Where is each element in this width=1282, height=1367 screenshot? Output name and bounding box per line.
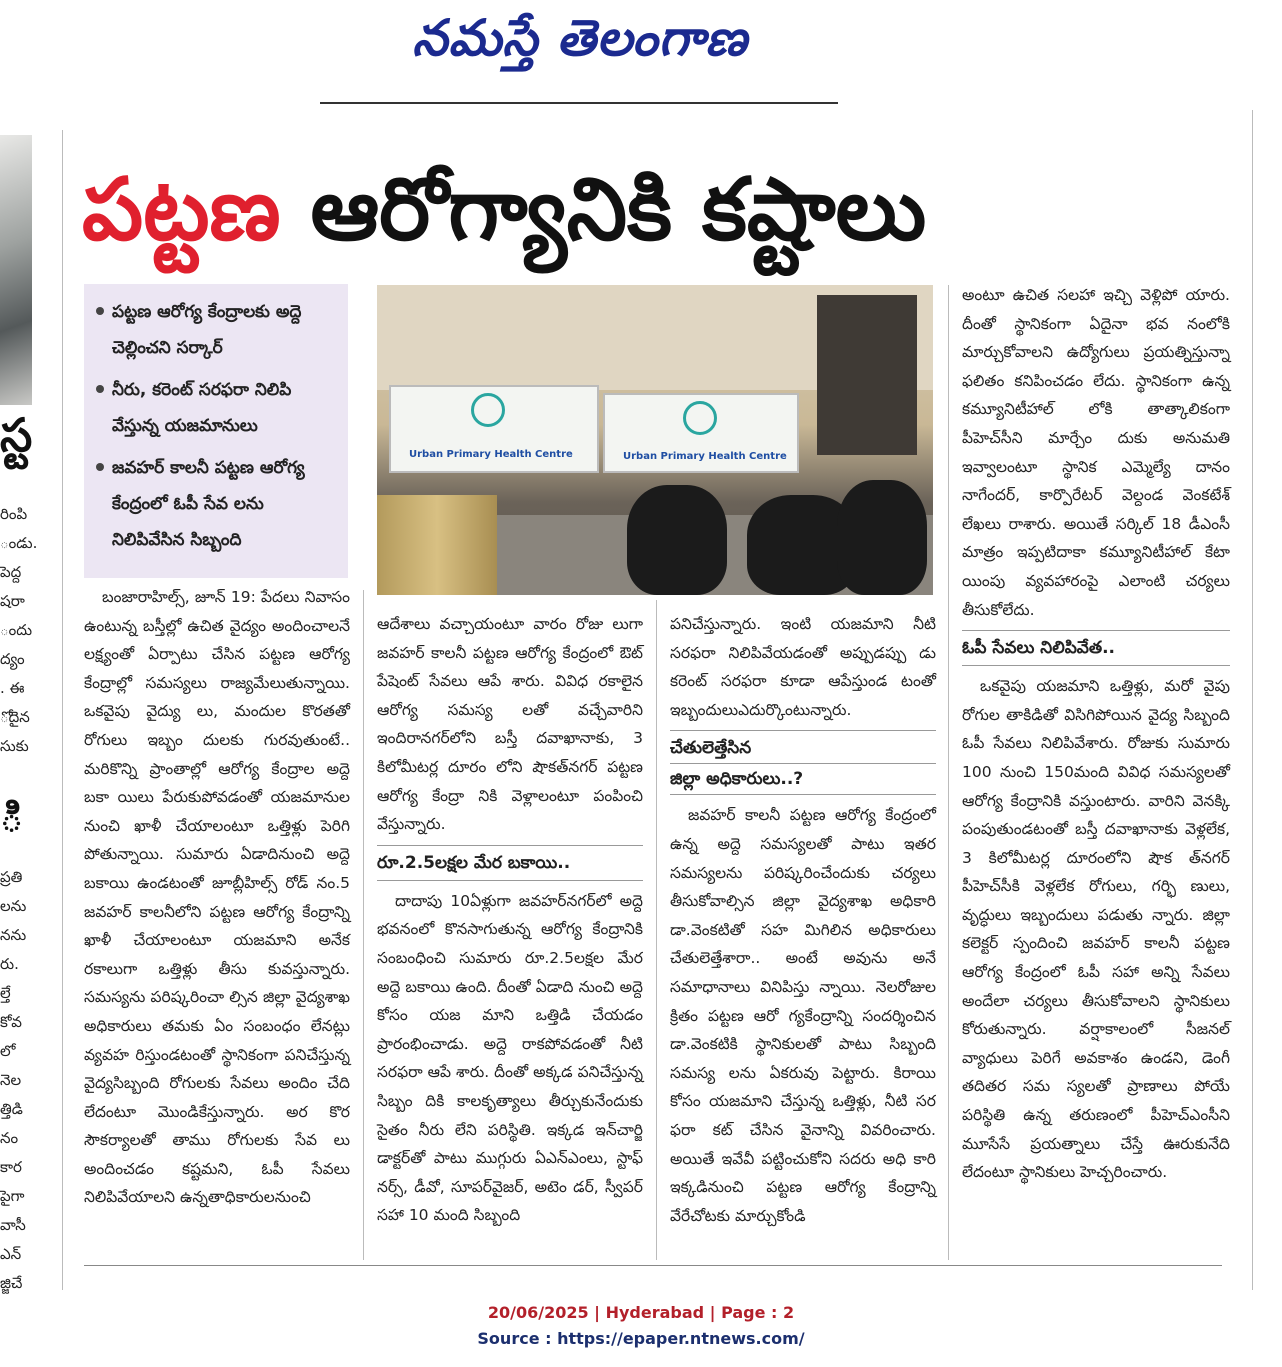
newspaper-logo: నమస్తే తెలంగాణ xyxy=(412,8,748,67)
photo-doorway xyxy=(817,295,917,455)
column-divider xyxy=(948,285,949,1260)
edition-info: 20/06/2025 | Hyderabad | Page : 2 xyxy=(487,1303,795,1322)
column-divider xyxy=(363,590,364,1260)
adjacent-text-fragment: సుకు xyxy=(0,737,29,755)
adjacent-article-photo xyxy=(0,135,32,405)
highlight-item xyxy=(96,372,340,444)
signboard-logo-icon xyxy=(683,401,717,435)
photo-signboard-right xyxy=(603,393,799,473)
column-divider xyxy=(656,600,657,1260)
signboard-label: Urban Primary Health Centre xyxy=(409,449,573,460)
section-subheading: ఓపీ సేవలు నిలిపివేత.. xyxy=(962,630,1230,666)
adjacent-text-fragment: ందు xyxy=(0,621,33,639)
adjacent-text-fragment: ప్రతి xyxy=(0,868,23,886)
article-photo xyxy=(377,285,933,595)
adjacent-text-fragment: త్తిడి xyxy=(0,1100,23,1118)
masthead xyxy=(0,0,1282,104)
photo-sacks xyxy=(377,495,497,595)
article-headline xyxy=(82,140,1232,280)
highlight-item xyxy=(96,294,340,366)
adjacent-text-fragment: కార xyxy=(0,1158,22,1176)
photo-signboard-left xyxy=(389,385,599,473)
article-paragraph: ఒకవైపు యజమాని ఒత్తిళ్లు, మరో వైపు రోగుల తాకిడితో విసిగిపోయిన వైద్య సిబ్బంది ఓపీ సేవలు నిలిపివేశారు. రోజుకు సుమారు 100 నుంచి 150మంది వివిధ సమస్యలతో ఆరోగ్య కేంద్రానికి వస్తుంటారు. వారిని వెనక్కి పంపుతుండటంతో బస్తీ దవాఖానాకు వెళ్లలేక, 3 కిలోమీటర్ల దూరంలోని షౌక త్‌నగర్ పీహెచ్‌సీకి వెళ్లలేక రోగులు, గర్భి ణులు, వృద్ధులు ఇబ్బందులు పడుతు న్నారు. జిల్లా కలెక్టర్ స్పందించి జవహర్ కాలనీ పట్టణ ఆరోగ్య కేంద్రంలో ఓపీ సహా అన్ని సేవలు అందేలా చర్యలు తీసుకోవాలని స్థానికులు కోరుతున్నారు. వర్షాకాలంలో సీజనల్ వ్యాధులు పెరిగే అవకాశం ఉండని, డెంగీ తదితర సమ స్యలతో ప్రాణాలు పోయే పరిస్థితి ఉన్న తరుణంలో పీహెచ్‌ఎంసీని మూసేసే ప్రయత్నాలు చేస్తే ఊరుకునేది లేదంటూ స్థానికులు హెచ్చరించారు. xyxy=(962,677,1230,1182)
adjacent-text-fragment: రింపి xyxy=(0,505,28,523)
article-paragraph: జవహర్ కాలనీ పట్టణ ఆరోగ్య కేంద్రంలో ఉన్న అద్దె సమస్యలతో పాటు ఇతర సమస్యలను పరిష్కరించేందుకు చర్యలు తీసుకోవాల్సిన జిల్లా వైద్యశాఖ అధికారి డా.వెంకటితో సహ మిగిలిన అధికారులు చేతులెత్తేశారా.. అంటే అవును అనే సమాధానాలు వినిపిస్తు న్నాయి. నెలరోజుల క్రితం పట్టణ ఆరో గ్యకేంద్రాన్ని సందర్శించిన డా.వెంకటికి స్థానికులతో పాటు సిబ్బంది సమస్య లను ఏకరువు పెట్టారు. కిరాయి కోసం యజమాని చేస్తున్న ఒత్తిళ్లు, నీటి సర ఫరా కట్ చేసిన వైనాన్ని వివరించారు. అయితే ఇవేవీ పట్టించుకోని సదరు అధి కారి ఇక్కడినుంచి పట్టణ ఆరోగ్య కేంద్రాన్ని వేరేచోటకు మార్చుకోండి xyxy=(670,806,936,1225)
adjacent-text-fragment: ఎన్ xyxy=(0,1245,22,1263)
adjacent-text-fragment: ద్యం xyxy=(0,650,25,668)
column-divider xyxy=(1252,110,1253,1290)
adjacent-text-fragment: లో xyxy=(0,1042,16,1060)
adjacent-text-fragment: ోదైన xyxy=(0,708,30,726)
highlight-text: పట్టణ ఆరోగ్య కేంద్రాలకు అద్దె చెల్లించని సర్కార్ xyxy=(112,302,302,358)
bullet-icon xyxy=(96,385,104,393)
adjacent-subhead-fragment: ి xyxy=(0,795,24,841)
bullet-icon xyxy=(96,463,104,471)
adjacent-text-fragment: పెద్ద xyxy=(0,563,22,581)
adjacent-headline-fragment: స్ట xyxy=(0,408,33,462)
adjacent-text-fragment: నను xyxy=(0,926,27,944)
adjacent-text-fragment: కోవ xyxy=(0,1013,22,1031)
bullet-icon xyxy=(96,307,104,315)
adjacent-text-fragment: నెల xyxy=(0,1071,22,1089)
article-paragraph: బంజారాహిల్స్, జూన్ 19: పేదలు నివాసం ఉంటున్న బస్తీల్లో ఉచిత వైద్యం అందించాలనే లక్ష్యంతో ఏర్పాటు చేసిన పట్టణ ఆరోగ్య కేంద్రాల్లో సమస్యలు రాజ్యమేలుతున్నాయి. ఒకవైపు వైద్యు లు, మందుల కొరతతో రోగులు ఇబ్బం దులకు గురవుతుంటే.. మరికొన్ని ప్రాంతాల్లో ఆరోగ్య కేంద్రాల అద్దె బకా యిలు పేరుకుపోవడంతో యజమానుల నుంచి ఖాళీ చేయాలంటూ ఒత్తిళ్లు పెరిగి పోతున్నాయి. సుమారు ఏడాదినుంచి అద్దె బకాయి ఉండటంతో జూబ్లీహిల్స్ రోడ్ నం.5 జవహర్ కాలనీలోని పట్టణ ఆరోగ్య కేంద్రాన్ని ఖాళీ చేయాలంటూ యజమాని అనేక రకాలుగా ఒత్తిళ్లు తీసు కువస్తున్నారు. సమస్యను పరిష్కరించా ల్సిన జిల్లా వైద్యశాఖ అధికారులు తమకు ఏం సంబంధం లేనట్లు వ్యవహ రిస్తుండటంతో స్థానికంగా పనిచేస్తున్న వైద్యసిబ్బంది రోగులకు సేవలు అందిం చేది లేదంటూ మొండికేస్తున్నారు. అర కొర సౌకర్యాలతో తాము రోగులకు సేవ లు అందించడం కష్టమని, ఓపీ సేవలు నిలిపివేయాలని ఉన్నతాధికారులనుంచి xyxy=(84,588,350,1207)
photo-scooter xyxy=(837,480,927,595)
article-paragraph: అంటూ ఉచిత సలహా ఇచ్చి వెళ్లిపో యారు. దీంతో స్థానికంగా ఏదైనా భవ నంలోకి మార్చుకోవాలని ఉద్యోగులు ప్రయత్నిస్తున్నా ఫలితం కనిపించడం లేదు. స్థానికంగా ఉన్న కమ్యూనిటీహాల్ లోకి తాత్కాలికంగా పీహెచ్‌సీని మార్చేం దుకు అనుమతి ఇవ్వాలంటూ స్థానిక ఎమ్మెల్యే దానం నాగేందర్, కార్పొరేటర్ వెల్దండ వెంకటేశ్ లేఖలు రాశారు. అయితే సర్కిల్ 18 డీఎంసీ మాత్రం ఇప్పటిదాకా కమ్యూనిటీహాల్ కేటా యింపు వ్యవహారంపై ఎలాంటి చర్యలు తీసుకోలేదు. xyxy=(962,286,1230,619)
signboard-logo-icon xyxy=(471,393,505,427)
headline-black-part: ఆరోగ్యానికి కష్టాలు xyxy=(310,160,927,260)
article-paragraph: ఆదేశాలు వచ్చాయంటూ వారం రోజు లుగా జవహర్ కాలనీ పట్టణ ఆరోగ్య కేంద్రంలో ఔట్ పేషెంట్ సేవలు ఆపే శారు. వివిధ రకాలైన ఆరోగ్య సమస్య లతో వచ్చేవారిని ఇందిరానగర్‌లోని బస్తీ దవాఖానాకు, 3 కిలోమీటర్ల దూరం లోని షౌకత్‌నగర్ పట్టణ ఆరోగ్య కేంద్రా నికి వెళ్లాలంటూ పంపించి వేస్తున్నారు. xyxy=(377,615,643,834)
column-divider xyxy=(62,130,63,1290)
masthead-rule xyxy=(320,102,838,104)
section-subheading: రూ.2.5లక్షల మేర బకాయి.. xyxy=(377,845,643,881)
article-column-2 xyxy=(377,610,643,1230)
highlight-text: నీరు, కరెంట్ సరఫరా నిలిపి వేస్తున్న యజమానులు xyxy=(112,380,292,436)
source-link[interactable]: Source : https://epaper.ntnews.com/ xyxy=(477,1329,805,1348)
page-bottom-rule xyxy=(84,1265,1222,1266)
article-column-3 xyxy=(670,610,936,1230)
adjacent-text-fragment: షరా xyxy=(0,592,25,610)
article-column-4 xyxy=(962,281,1230,1187)
adjacent-text-fragment: ండు. xyxy=(0,534,38,552)
adjacent-text-fragment: వాసీ xyxy=(0,1216,26,1234)
adjacent-text-fragment: లను xyxy=(0,897,27,915)
highlight-item xyxy=(96,450,340,558)
adjacent-text-fragment: పైగా xyxy=(0,1187,25,1205)
article-column-1 xyxy=(84,583,350,1212)
headline-red-part: పట్టణ xyxy=(82,160,281,260)
adjacent-text-fragment: ల్తే xyxy=(0,984,11,1002)
article-paragraph: దాదాపు 10ఏళ్లుగా జవహర్‌నగర్‌లో అద్దె భవనంలో కొనసాగుతున్న ఆరోగ్య కేంద్రానికి సంబంధించి సుమారు రూ.2.5లక్షల మేర అద్దె బకాయి ఉంది. దీంతో ఏడాది నుంచి అద్దె కోసం యజ మాని ఒత్తిడి చేయడం ప్రారంభించాడు. అద్దె రాకపోవడంతో నీటి సరఫరా ఆపే శారు. దీంతో అక్కడ పనిచేస్తున్న సిబ్బం దికి కాలకృత్యాలు తీర్చుకునేందుకు సైతం నీరు లేని పరిస్థితి. ఇక్కడ ఇన్‌చార్జి డాక్టర్‌తో పాటు ముగ్గురు ఏఎన్‌ఎంలు, స్టాఫ్ నర్స్, డీవో, సూపర్‌వైజర్, అటెం డర్, స్వీపర్ సహా 10 మంది సిబ్బంది xyxy=(377,891,643,1225)
adjacent-text-fragment: నం xyxy=(0,1129,19,1147)
photo-scooter xyxy=(627,485,727,595)
section-subheading: జిల్లా అధికారులు..? xyxy=(670,763,936,795)
adjacent-text-fragment: జ్జిచే xyxy=(0,1274,23,1292)
signboard-label: Urban Primary Health Centre xyxy=(623,451,787,462)
adjacent-article-strip xyxy=(0,130,38,1292)
section-subheading: చేతులెత్తేసిన xyxy=(670,730,936,763)
highlights-box xyxy=(84,284,348,578)
article-paragraph: పనిచేస్తున్నారు. ఇంటి యజమాని నీటి సరఫరా నిలిపివేయడంతో అప్పుడప్పు డు కరెంట్ సరఫరా కూడా ఆపేస్తుండ టంతో ఇబ్బందులుఎదుర్కొంటున్నారు. xyxy=(670,615,936,719)
epaper-footer xyxy=(0,1300,1282,1352)
highlight-text: జవహర్ కాలనీ పట్టణ ఆరోగ్య కేంద్రంలో ఓపీ సేవ లను నిలిపివేసిన సిబ్బంది xyxy=(112,458,305,550)
adjacent-text-fragment: రు. xyxy=(0,955,19,973)
adjacent-text-fragment: . ఈ xyxy=(0,679,25,697)
